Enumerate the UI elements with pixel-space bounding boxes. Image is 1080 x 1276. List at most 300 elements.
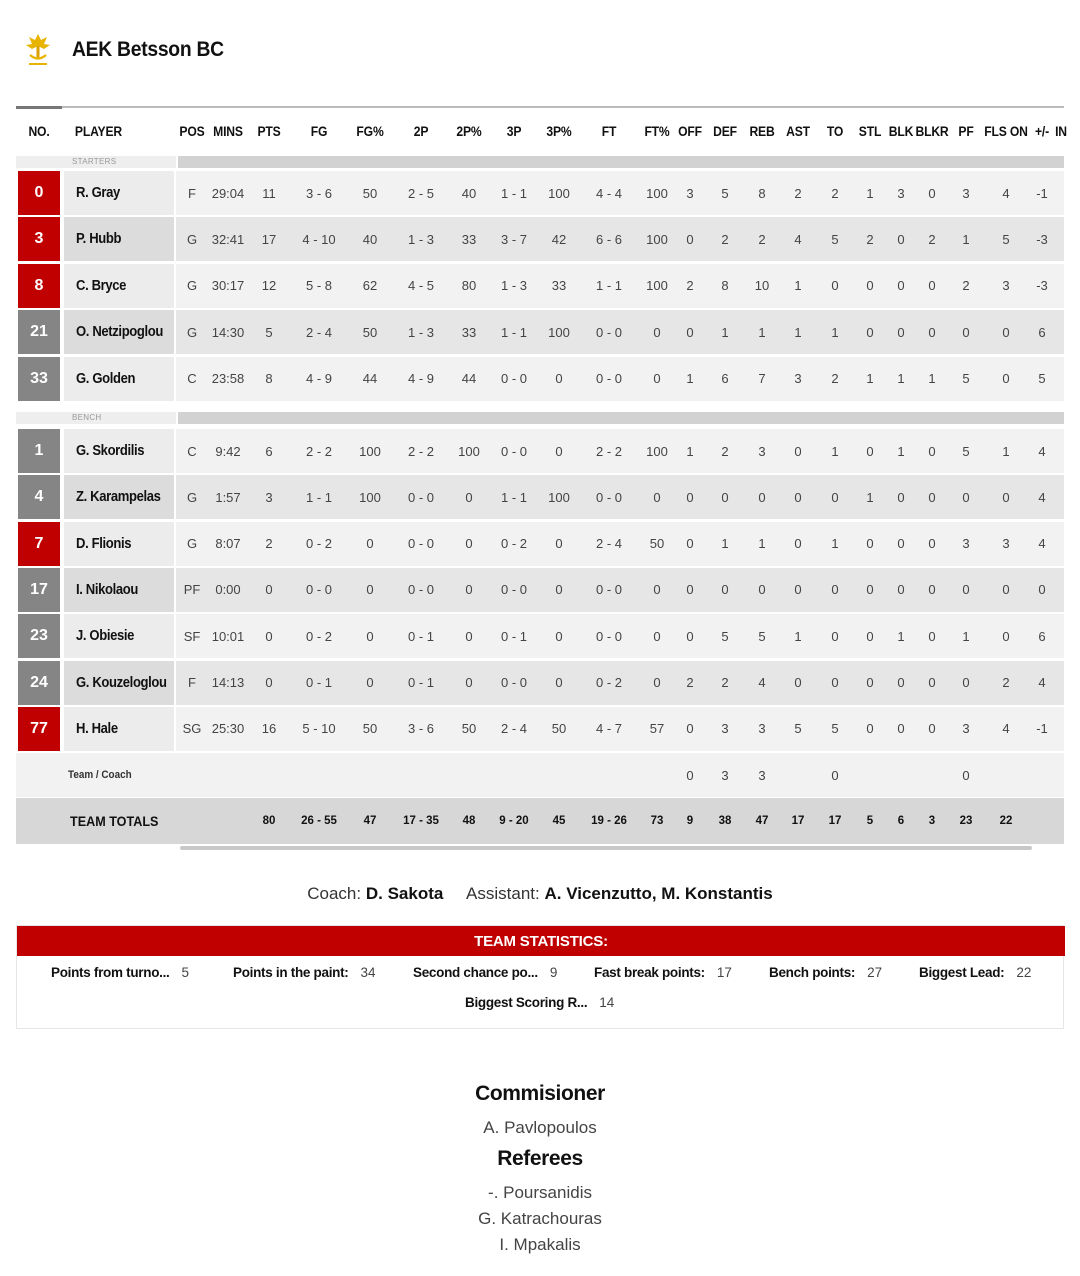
referee-name: I. Mpakalis — [499, 1235, 581, 1254]
stat-cell-ft-pct: 0 — [653, 628, 661, 644]
stat-cell-fls-on: 3 — [1002, 278, 1010, 294]
stat-cell-blkr: 2 — [928, 231, 936, 247]
player-number: 21 — [18, 310, 60, 354]
stat-cell-2p-pct: 0 — [465, 582, 473, 598]
column-header-def[interactable]: DEF — [713, 123, 737, 139]
stat-cell-ast: 17 — [791, 815, 805, 827]
team-coach-row — [16, 752, 1064, 798]
stat-cell-2p: 0 - 1 — [407, 628, 434, 644]
stat-cell-ast — [780, 752, 816, 798]
stat-cell-2p: 1 - 3 — [407, 231, 434, 247]
stat-cell-3p-pct: 100 — [548, 324, 570, 340]
stat-cell-ft: 0 - 0 — [595, 371, 622, 387]
stat-cell-off: 0 — [686, 231, 694, 247]
stat-cell-blk: 3 — [897, 185, 905, 201]
stat-cell-fg: 4 - 10 — [302, 231, 336, 247]
team-statistics-title: TEAM STATISTICS: — [17, 926, 1065, 956]
stat-cell-fls-on: 0 — [1002, 628, 1010, 644]
stat-cell-ft-pct: 100 — [646, 443, 668, 459]
stat-cell-pts: 0 — [265, 582, 273, 598]
stat-biggest-lead: Biggest Lead: 22 — [919, 964, 1032, 980]
stat-cell-reb: 3 — [758, 443, 766, 459]
stat-cell-3p: 1 - 1 — [500, 185, 527, 201]
stat-cell-fg-pct: 62 — [362, 278, 378, 294]
stat-cell-stl: 0 — [866, 628, 874, 644]
stat-cell-blk: 1 — [897, 371, 905, 387]
stat-cell-ft: 2 - 4 — [595, 536, 622, 552]
stat-cell-3p-pct: 100 — [548, 185, 570, 201]
stat-cell-pos: PF — [183, 582, 201, 598]
stat-cell-mins: 9:42 — [215, 443, 241, 459]
stat-fast-break-points: Fast break points: 17 — [594, 964, 732, 980]
stat-cell-plus-minus: 6 — [1038, 628, 1046, 644]
horizontal-scrollbar[interactable] — [180, 846, 1032, 850]
section-starters — [16, 156, 1064, 168]
stat-cell-blk: 0 — [897, 278, 905, 294]
stat-biggest-scoring-run: Biggest Scoring R... 14 — [465, 994, 615, 1010]
stat-cell-to: 2 — [831, 371, 839, 387]
column-header-2p-pct[interactable]: 2P% — [456, 123, 482, 139]
stat-cell-plus-minus: 4 — [1038, 675, 1046, 690]
column-header-off[interactable]: OFF — [678, 123, 702, 139]
player-name-link[interactable] — [64, 171, 174, 215]
stat-cell-ast: 0 — [794, 536, 802, 552]
stat-cell-fg-pct: 50 — [362, 185, 378, 201]
stat-cell-pos: G — [186, 489, 198, 505]
player-name-link[interactable] — [64, 661, 174, 705]
stat-cell-ft-pct: 73 — [650, 815, 664, 827]
stat-cell-2p: 17 - 35 — [403, 815, 439, 827]
stat-cell-to: 1 — [831, 443, 839, 459]
column-header-blkr[interactable]: BLKR — [915, 123, 949, 139]
player-row[interactable] — [16, 170, 1064, 216]
stat-cell-ast: 5 — [794, 721, 802, 737]
column-header-ft[interactable]: FT — [601, 123, 617, 139]
stat-cell-ft: 1 - 1 — [595, 278, 622, 294]
stat-cell-2p: 4 - 9 — [407, 371, 434, 387]
column-header-to[interactable]: TO — [826, 123, 844, 139]
stat-cell-pf: 0 — [962, 675, 970, 690]
stat-cell-mins: 23:58 — [211, 371, 245, 387]
stat-points-in-paint: Points in the paint: 34 — [233, 964, 376, 980]
stat-cell-3p: 0 - 0 — [500, 675, 527, 690]
stat-cell-2p-pct: 33 — [461, 324, 477, 340]
stat-cell-2p-pct: 33 — [461, 231, 477, 247]
column-header-reb[interactable]: REB — [749, 123, 775, 139]
stat-cell-pf: 0 — [962, 489, 970, 505]
stat-cell-off: 0 — [686, 489, 694, 505]
player-row[interactable] — [16, 309, 1064, 355]
stat-second-chance-points: Second chance po... 9 — [413, 964, 558, 980]
stat-cell-stl: 0 — [866, 536, 874, 552]
stat-cell-fls-on: 22 — [999, 815, 1013, 827]
column-header-stl[interactable]: STL — [858, 123, 882, 139]
player-name-link[interactable] — [64, 614, 174, 658]
stat-cell-off: 0 — [686, 536, 694, 552]
referee-name: -. Poursanidis — [488, 1183, 592, 1202]
stat-cell-pts: 11 — [262, 185, 276, 201]
stat-cell-plus-minus — [1028, 798, 1056, 844]
stat-cell-2p: 2 - 2 — [407, 443, 434, 459]
player-row[interactable] — [16, 356, 1064, 402]
stat-cell-3p: 3 - 7 — [500, 231, 527, 247]
stat-cell-fls-on: 4 — [1002, 185, 1010, 201]
stat-cell-ft: 2 - 2 — [595, 443, 622, 459]
column-header-pos[interactable]: POS — [179, 123, 205, 139]
stat-cell-pf: 0 — [962, 324, 970, 340]
stat-cell-mins: 10:01 — [211, 628, 245, 644]
stat-cell-3p-pct: 0 — [555, 536, 563, 552]
stat-cell-fg: 2 - 2 — [305, 443, 332, 459]
section-label: BENCH — [16, 412, 176, 424]
team-totals-row — [16, 798, 1064, 844]
stat-cell-reb: 2 — [758, 231, 766, 247]
stat-cell-fg: 4 - 9 — [305, 371, 332, 387]
stat-cell-2p: 4 - 5 — [407, 278, 434, 294]
stat-cell-pf: 1 — [962, 628, 970, 644]
column-header-fg[interactable]: FG — [310, 123, 328, 139]
column-header-pts[interactable]: PTS — [257, 123, 281, 139]
stat-cell-blkr: 0 — [928, 278, 936, 294]
player-number: 33 — [18, 357, 60, 401]
stat-cell-ft: 19 - 26 — [591, 815, 627, 827]
stat-cell-mins: 14:30 — [211, 324, 245, 340]
stat-cell-to: 5 — [831, 231, 839, 247]
stat-cell-def: 2 — [721, 443, 729, 459]
stat-cell-blkr: 0 — [928, 185, 936, 201]
stat-cell-stl: 0 — [866, 721, 874, 737]
column-header-mins[interactable]: MINS — [213, 123, 243, 139]
stat-cell-def: 2 — [721, 231, 729, 247]
stat-cell-def: 8 — [721, 278, 729, 294]
stat-cell-3p-pct: 45 — [552, 815, 566, 827]
stat-cell-reb: 7 — [758, 371, 766, 387]
stat-cell-fls-on: 3 — [1002, 536, 1010, 552]
player-row[interactable] — [16, 567, 1064, 613]
stat-cell-mins: 8:07 — [215, 536, 241, 552]
stat-cell-pf: 5 — [962, 371, 970, 387]
stat-cell-pos — [177, 798, 207, 844]
stat-cell-plus-minus: 0 — [1038, 582, 1046, 598]
column-header-player[interactable]: PLAYER — [74, 123, 122, 139]
stat-cell-off: 0 — [686, 628, 694, 644]
stat-cell-fls-on: 5 — [1002, 231, 1010, 247]
player-row[interactable] — [16, 521, 1064, 567]
stat-cell-pos: G — [186, 278, 198, 294]
player-name-link[interactable] — [64, 310, 174, 354]
stat-cell-plus-minus: -1 — [1036, 721, 1048, 737]
player-name-link[interactable] — [64, 707, 174, 751]
team-header — [18, 30, 237, 70]
stat-cell-3p-pct: 100 — [548, 489, 570, 505]
stat-cell-mins: 29:04 — [211, 185, 245, 201]
stat-cell-pts: 0 — [265, 628, 273, 644]
stat-cell-ast: 0 — [794, 675, 802, 690]
stat-cell-blkr — [916, 752, 948, 798]
stat-cell-stl: 2 — [866, 231, 874, 247]
stat-cell-off: 0 — [686, 767, 694, 783]
player-name: O. Netzipoglou — [76, 324, 164, 341]
player-row[interactable] — [16, 263, 1064, 309]
stat-cell-blkr: 0 — [928, 721, 936, 737]
stat-cell-3p: 1 - 3 — [500, 278, 527, 294]
stat-cell-mins: 32:41 — [211, 231, 245, 247]
stat-cell-plus-minus: 4 — [1038, 489, 1046, 505]
stat-cell-3p: 0 - 0 — [500, 582, 527, 598]
player-name: R. Gray — [76, 185, 120, 201]
stat-cell-stl: 0 — [866, 443, 874, 459]
stat-cell-pts — [252, 752, 286, 798]
stat-cell-to: 0 — [831, 767, 839, 783]
stat-cell-def: 2 — [721, 675, 729, 690]
stat-cell-pos: F — [188, 675, 196, 690]
column-header-3p-pct[interactable]: 3P% — [546, 123, 572, 139]
stat-cell-blk — [886, 752, 916, 798]
stat-cell-pf: 2 — [962, 278, 970, 294]
stat-cell-stl: 1 — [866, 185, 874, 201]
stat-cell-fg: 1 - 1 — [305, 489, 332, 505]
stat-cell-2p: 0 - 0 — [407, 489, 434, 505]
stat-cell-stl: 0 — [866, 675, 874, 690]
stat-cell-off: 1 — [686, 371, 694, 387]
stat-cell-2p-pct: 48 — [462, 815, 476, 827]
stat-cell-pts: 16 — [261, 721, 277, 737]
stat-cell-3p: 0 - 2 — [500, 536, 527, 552]
stat-cell-ast: 3 — [794, 371, 802, 387]
stat-cell-mins: 14:13 — [211, 675, 245, 690]
commissioner-section — [0, 1082, 1080, 1138]
referee-name: G. Katrachouras — [478, 1209, 602, 1228]
stat-cell-pts: 5 — [265, 324, 273, 340]
stat-cell-ft: 6 - 6 — [595, 231, 622, 247]
column-header-plus-minus[interactable]: +/- — [1035, 123, 1049, 139]
stat-cell-pts: 8 — [265, 371, 273, 387]
stat-cell-def: 0 — [721, 489, 729, 505]
stat-cell-ft-pct: 100 — [646, 278, 668, 294]
stat-cell-plus-minus: 4 — [1038, 536, 1046, 552]
stat-cell-fg-pct: 0 — [366, 675, 374, 690]
player-number: 8 — [18, 264, 60, 308]
stat-cell-pos: SG — [182, 721, 202, 737]
stat-cell-fg-pct: 100 — [359, 489, 381, 505]
player-number: 0 — [18, 171, 60, 215]
stat-cell-stl: 0 — [866, 582, 874, 598]
stat-cell-off: 2 — [686, 675, 694, 690]
player-row[interactable] — [16, 474, 1064, 520]
stat-cell-2p: 2 - 5 — [407, 185, 434, 201]
player-row[interactable] — [16, 706, 1064, 752]
section-bench — [16, 412, 1064, 424]
stat-cell-ast: 0 — [794, 443, 802, 459]
stat-cell-3p: 1 - 1 — [500, 489, 527, 505]
stat-cell-fg-pct: 100 — [359, 443, 381, 459]
stat-cell-stl — [854, 752, 886, 798]
table-header-row — [16, 108, 1067, 154]
coach-info — [0, 884, 1080, 904]
stat-cell-pts: 3 — [265, 489, 273, 505]
stat-cell-fg — [288, 752, 350, 798]
stat-cell-plus-minus: 4 — [1038, 443, 1046, 459]
stat-cell-off: 9 — [686, 815, 694, 827]
stat-cell-2p-pct: 44 — [461, 371, 477, 387]
column-header-pf[interactable]: PF — [958, 123, 974, 139]
player-name-link[interactable] — [64, 264, 174, 308]
stat-cell-fls-on: 1 — [1002, 443, 1010, 459]
stat-cell-stl: 1 — [866, 371, 874, 387]
stat-cell-blk: 0 — [897, 536, 905, 552]
stat-cell-reb: 3 — [758, 721, 766, 737]
assistant-names: A. Vicenzutto, M. Konstantis — [544, 884, 773, 903]
stat-cell-blkr: 0 — [928, 628, 936, 644]
player-name: I. Nikolaou — [76, 581, 139, 598]
stat-cell-fls-on: 0 — [1002, 489, 1010, 505]
stat-cell-fg-pct — [350, 752, 390, 798]
column-header-in[interactable]: IN — [1055, 123, 1067, 139]
stat-cell-3p: 9 - 20 — [499, 815, 529, 827]
stat-cell-reb: 8 — [758, 185, 766, 201]
player-name-link[interactable] — [64, 475, 174, 519]
stat-cell-fg: 0 - 2 — [305, 628, 332, 644]
stat-cell-stl: 0 — [866, 278, 874, 294]
column-header-fls-on[interactable]: FLS ON — [984, 123, 1028, 139]
stat-cell-plus-minus: -3 — [1036, 278, 1048, 294]
player-name-link[interactable] — [64, 217, 174, 261]
player-row[interactable] — [16, 660, 1064, 706]
stat-bench-points: Bench points: 27 — [769, 964, 883, 980]
column-header-ast[interactable]: AST — [786, 123, 810, 139]
stat-cell-2p: 0 - 0 — [407, 582, 434, 598]
stat-cell-pf: 1 — [962, 231, 970, 247]
player-number: 1 — [18, 429, 60, 473]
stat-cell-blkr: 0 — [928, 582, 936, 598]
stat-cell-3p: 0 - 1 — [500, 628, 527, 644]
stat-cell-3p-pct — [542, 752, 576, 798]
player-row[interactable] — [16, 428, 1064, 474]
player-name: G. Skordilis — [76, 443, 145, 459]
stat-cell-ft-pct: 100 — [646, 231, 668, 247]
stat-points-from-turnovers: Points from turno... 5 — [51, 964, 190, 980]
stat-cell-stl: 5 — [866, 815, 874, 827]
column-header-3p[interactable]: 3P — [506, 123, 522, 139]
stat-cell-blk: 0 — [897, 675, 905, 690]
column-header-blk[interactable]: BLK — [888, 123, 914, 139]
stat-cell-2p-pct: 100 — [458, 443, 480, 459]
stat-cell-blk: 0 — [897, 231, 905, 247]
stat-cell-fg-pct: 50 — [362, 721, 378, 737]
stat-cell-def: 6 — [721, 371, 729, 387]
column-header-no[interactable]: NO. — [28, 123, 50, 139]
stat-cell-blkr: 0 — [928, 443, 936, 459]
player-name: G. Golden — [76, 370, 136, 387]
stat-cell-to: 0 — [831, 675, 839, 690]
stat-cell-3p: 2 - 4 — [500, 721, 527, 737]
stat-cell-to: 0 — [831, 582, 839, 598]
stat-cell-pts: 2 — [265, 536, 273, 552]
stat-cell-mins — [208, 752, 248, 798]
stat-cell-mins: 1:57 — [215, 489, 241, 505]
stat-cell-2p-pct — [452, 752, 486, 798]
stat-cell-fg-pct: 0 — [366, 536, 374, 552]
player-name: C. Bryce — [76, 277, 127, 294]
stat-cell-ft-pct: 50 — [649, 536, 665, 552]
stat-cell-ft: 4 - 4 — [595, 185, 622, 201]
stat-cell-ft — [578, 752, 640, 798]
referees-title: Referees — [497, 1147, 583, 1170]
stat-cell-off: 0 — [686, 324, 694, 340]
stat-cell-reb: 4 — [758, 675, 766, 690]
stat-cell-blkr: 1 — [928, 371, 936, 387]
player-row[interactable] — [16, 216, 1064, 262]
stat-cell-3p-pct: 42 — [551, 231, 567, 247]
stat-cell-ft-pct: 100 — [646, 185, 668, 201]
stat-cell-blkr: 0 — [928, 489, 936, 505]
player-number: 4 — [18, 475, 60, 519]
stat-cell-3p-pct: 50 — [551, 721, 567, 737]
player-name: H. Hale — [76, 720, 118, 737]
stat-cell-3p-pct: 0 — [555, 675, 563, 690]
player-name-link[interactable] — [64, 429, 174, 473]
stat-cell-blk: 6 — [897, 815, 905, 827]
stat-cell-ft-pct: 57 — [649, 721, 665, 737]
stat-cell-off: 0 — [686, 721, 694, 737]
stat-cell-ft: 0 - 0 — [595, 582, 622, 598]
player-name: P. Hubb — [76, 231, 122, 248]
stat-cell-3p-pct: 0 — [555, 582, 563, 598]
stat-cell-reb: 5 — [758, 628, 766, 644]
stat-cell-2p: 3 - 6 — [407, 721, 434, 737]
stat-cell-fls-on: 0 — [1002, 582, 1010, 598]
stat-cell-def: 3 — [721, 721, 729, 737]
stat-cell-2p-pct: 80 — [461, 278, 477, 294]
stat-cell-fls-on — [984, 752, 1028, 798]
player-number: 23 — [18, 614, 60, 658]
stat-cell-ft: 0 - 0 — [595, 324, 622, 340]
column-header-2p[interactable]: 2P — [413, 123, 429, 139]
player-number: 7 — [18, 522, 60, 566]
stat-cell-mins — [208, 798, 248, 844]
stat-cell-3p — [486, 752, 542, 798]
player-number: 77 — [18, 707, 60, 751]
stat-cell-pts: 80 — [262, 815, 276, 827]
stat-cell-pf: 23 — [959, 815, 973, 827]
player-name-link[interactable] — [64, 568, 174, 612]
stat-cell-pos: C — [187, 443, 197, 459]
stat-cell-plus-minus — [1028, 752, 1056, 798]
stat-cell-def: 1 — [721, 536, 729, 552]
stat-cell-ast: 4 — [794, 231, 802, 247]
stat-cell-fg: 0 - 1 — [305, 675, 332, 690]
player-name-link[interactable] — [64, 357, 174, 401]
stat-cell-ast: 1 — [794, 278, 802, 294]
stat-cell-pf: 0 — [962, 767, 970, 783]
stat-cell-fg-pct: 47 — [363, 815, 377, 827]
stat-cell-3p-pct: 0 — [555, 371, 563, 387]
player-name-link[interactable] — [64, 522, 174, 566]
column-header-fg-pct[interactable]: FG% — [356, 123, 384, 139]
stat-cell-ft-pct: 0 — [653, 489, 661, 505]
section-label: STARTERS — [16, 156, 176, 168]
column-header-ft-pct[interactable]: FT% — [644, 123, 670, 139]
stat-cell-to: 17 — [828, 815, 842, 827]
player-row[interactable] — [16, 613, 1064, 659]
stat-cell-ast: 0 — [794, 489, 802, 505]
stat-cell-to: 5 — [831, 721, 839, 737]
stat-cell-pos: G — [186, 536, 198, 552]
stat-cell-pf: 3 — [962, 185, 970, 201]
stat-cell-pf: 0 — [962, 582, 970, 598]
stat-cell-plus-minus: 5 — [1038, 371, 1046, 387]
player-name: J. Obiesie — [76, 628, 135, 645]
